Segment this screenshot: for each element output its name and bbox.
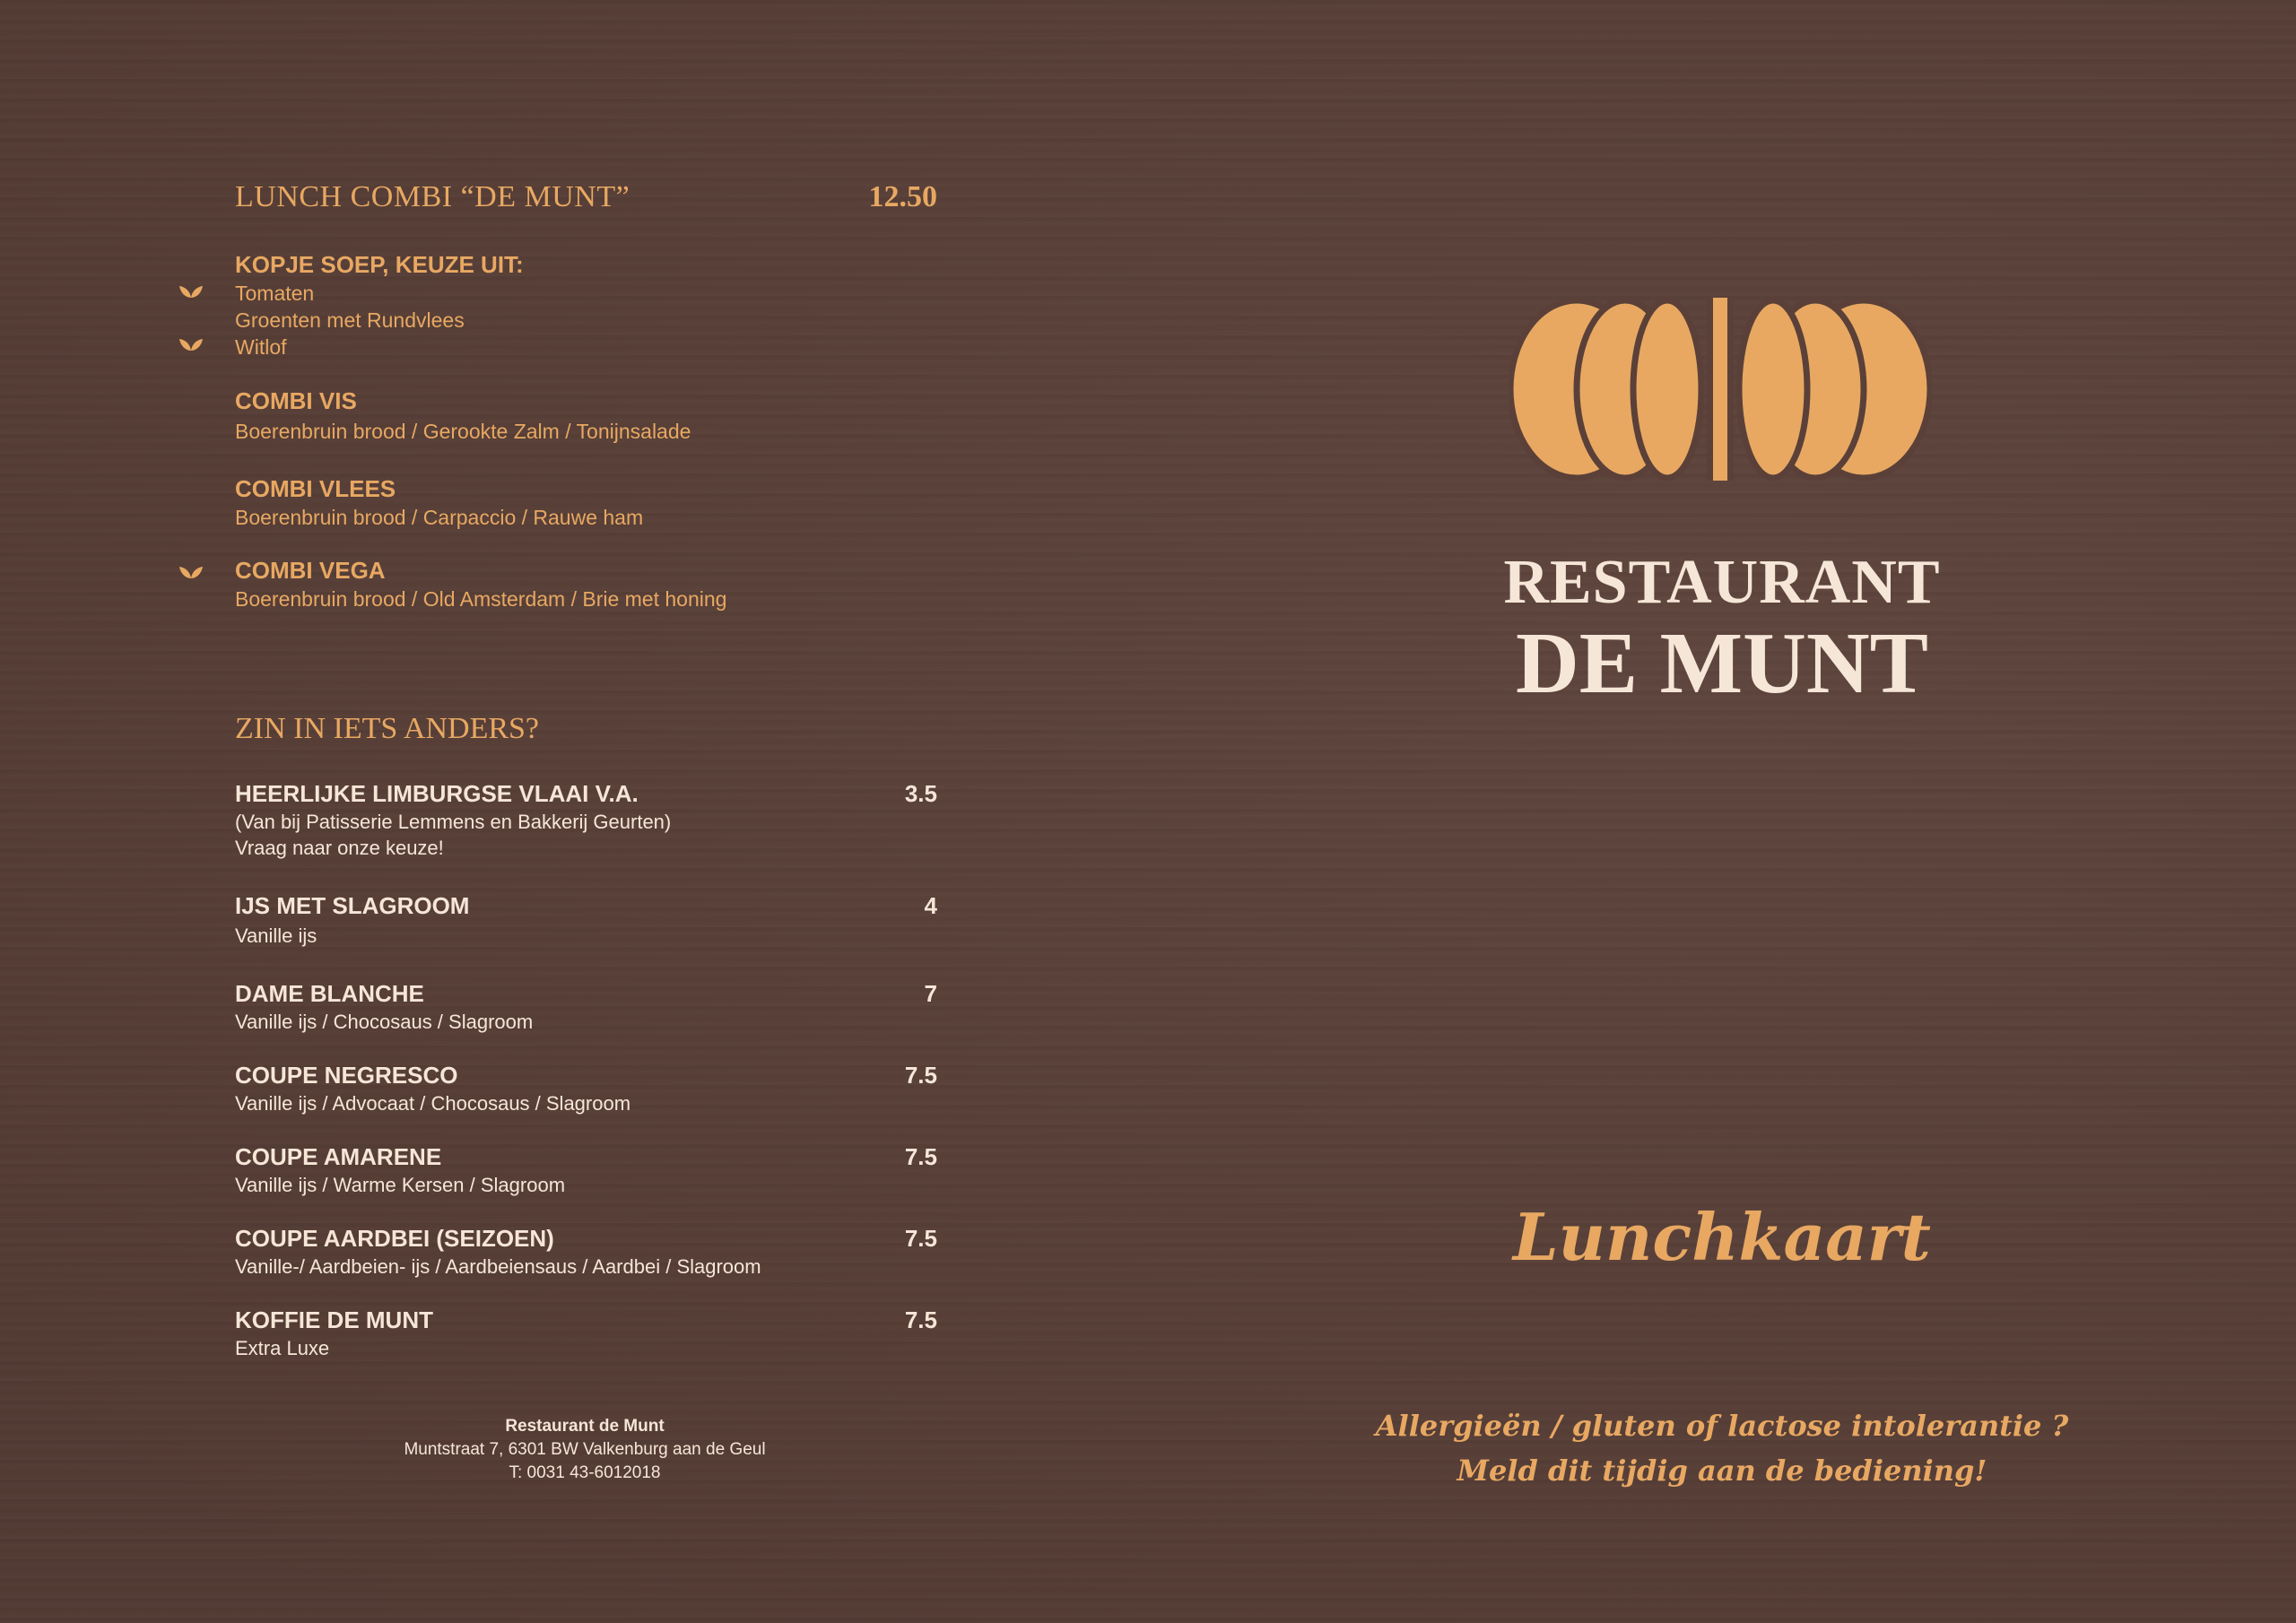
leaf-icon (178, 563, 204, 581)
restaurant-name-line1: RESTAURANT (1503, 548, 1941, 617)
dessert-item (235, 778, 937, 861)
combi-description: Boerenbruin brood / Old Amsterdam / Brie met honing (235, 587, 727, 611)
soup-group (235, 249, 952, 360)
soup-heading: KOPJE SOEP, KEUZE UIT: (235, 251, 524, 278)
dessert-description: Vanille ijs / Advocaat / Chocosaus / Slagroom (235, 1092, 631, 1115)
combi-name: COMBI VLEES (235, 475, 396, 502)
dessert-price: 7.5 (904, 1062, 937, 1089)
combi-vis (235, 386, 952, 445)
leaf-icon (178, 335, 204, 353)
dessert-description: Vanille ijs (235, 924, 317, 947)
soup-item: Witlof (235, 335, 287, 359)
footer-address: Muntstraat 7, 6301 BW Valkenburg aan de Geul (404, 1440, 766, 1459)
dessert-price: 4 (924, 892, 937, 919)
combi-name: COMBI VEGA (235, 557, 386, 584)
dessert-item (235, 1060, 937, 1116)
coin-stack-logo (1509, 298, 1932, 481)
allergy-line: Allergieën / gluten of lactose intolerantie ? (1375, 1409, 2069, 1443)
lunch-combi-price: 12.50 (868, 180, 937, 213)
combi-description: Boerenbruin brood / Gerookte Zalm / Tonijnsalade (235, 420, 691, 443)
dessert-description: Extra Luxe (235, 1337, 330, 1359)
dessert-price: 3.5 (904, 780, 937, 807)
dessert-item (235, 1223, 937, 1280)
soup-item: Groenten met Rundvlees (235, 308, 465, 332)
allergy-line: Meld dit tijdig aan de bediening! (1457, 1454, 1987, 1488)
dessert-name: COUPE AMARENE (235, 1143, 442, 1170)
dessert-description: Vanille ijs / Warme Kersen / Slagroom (235, 1174, 566, 1196)
dessert-name: COUPE AARDBEI (SEIZOEN) (235, 1225, 554, 1252)
footer-phone: T: 0031 43-6012018 (509, 1463, 661, 1482)
dessert-name: HEERLIJKE LIMBURGSE VLAAI V.A. (235, 780, 639, 807)
combi-description: Boerenbruin brood / Carpaccio / Rauwe ham (235, 506, 644, 529)
dessert-item (235, 1305, 937, 1361)
combi-name: COMBI VIS (235, 387, 357, 414)
dessert-item (235, 978, 937, 1035)
leaf-icon (178, 282, 204, 300)
dessert-name: KOFFIE DE MUNT (235, 1306, 433, 1333)
lunch-combi-title: LUNCH COMBI “DE MUNT” (235, 180, 631, 213)
dessert-price: 7.5 (904, 1225, 937, 1252)
combi-vlees (235, 473, 952, 531)
dessert-price: 7.5 (904, 1306, 937, 1333)
dessert-name: IJS MET SLAGROOM (235, 892, 470, 919)
dessert-description: Vraag naar onze keuze! (235, 837, 444, 859)
dessert-name: DAME BLANCHE (235, 980, 424, 1007)
dessert-name: COUPE NEGRESCO (235, 1062, 458, 1089)
dessert-price: 7.5 (904, 1143, 937, 1170)
combi-vega (235, 555, 952, 612)
dessert-price: 7 (924, 980, 937, 1007)
dessert-item (235, 890, 937, 949)
dessert-description: (Van bij Patisserie Lemmens en Bakkerij Geurten) (235, 811, 672, 833)
allergy-notice (1363, 1403, 2081, 1493)
dessert-description: Vanille ijs / Chocosaus / Slagroom (235, 1011, 534, 1033)
menu-subtitle: Lunchkaart (1513, 1199, 1931, 1275)
soup-item: Tomaten (235, 282, 315, 305)
footer-restaurant-name: Restaurant de Munt (505, 1417, 665, 1436)
section-title-desserts: ZIN IN IETS ANDERS? (235, 712, 540, 745)
dessert-item (235, 1141, 937, 1198)
dessert-description: Vanille-/ Aardbeien- ijs / Aardbeiensaus / Aardbei / Slagroom (235, 1255, 761, 1278)
restaurant-address-block (316, 1415, 854, 1485)
restaurant-name-line2: DE MUNT (1515, 615, 1929, 712)
